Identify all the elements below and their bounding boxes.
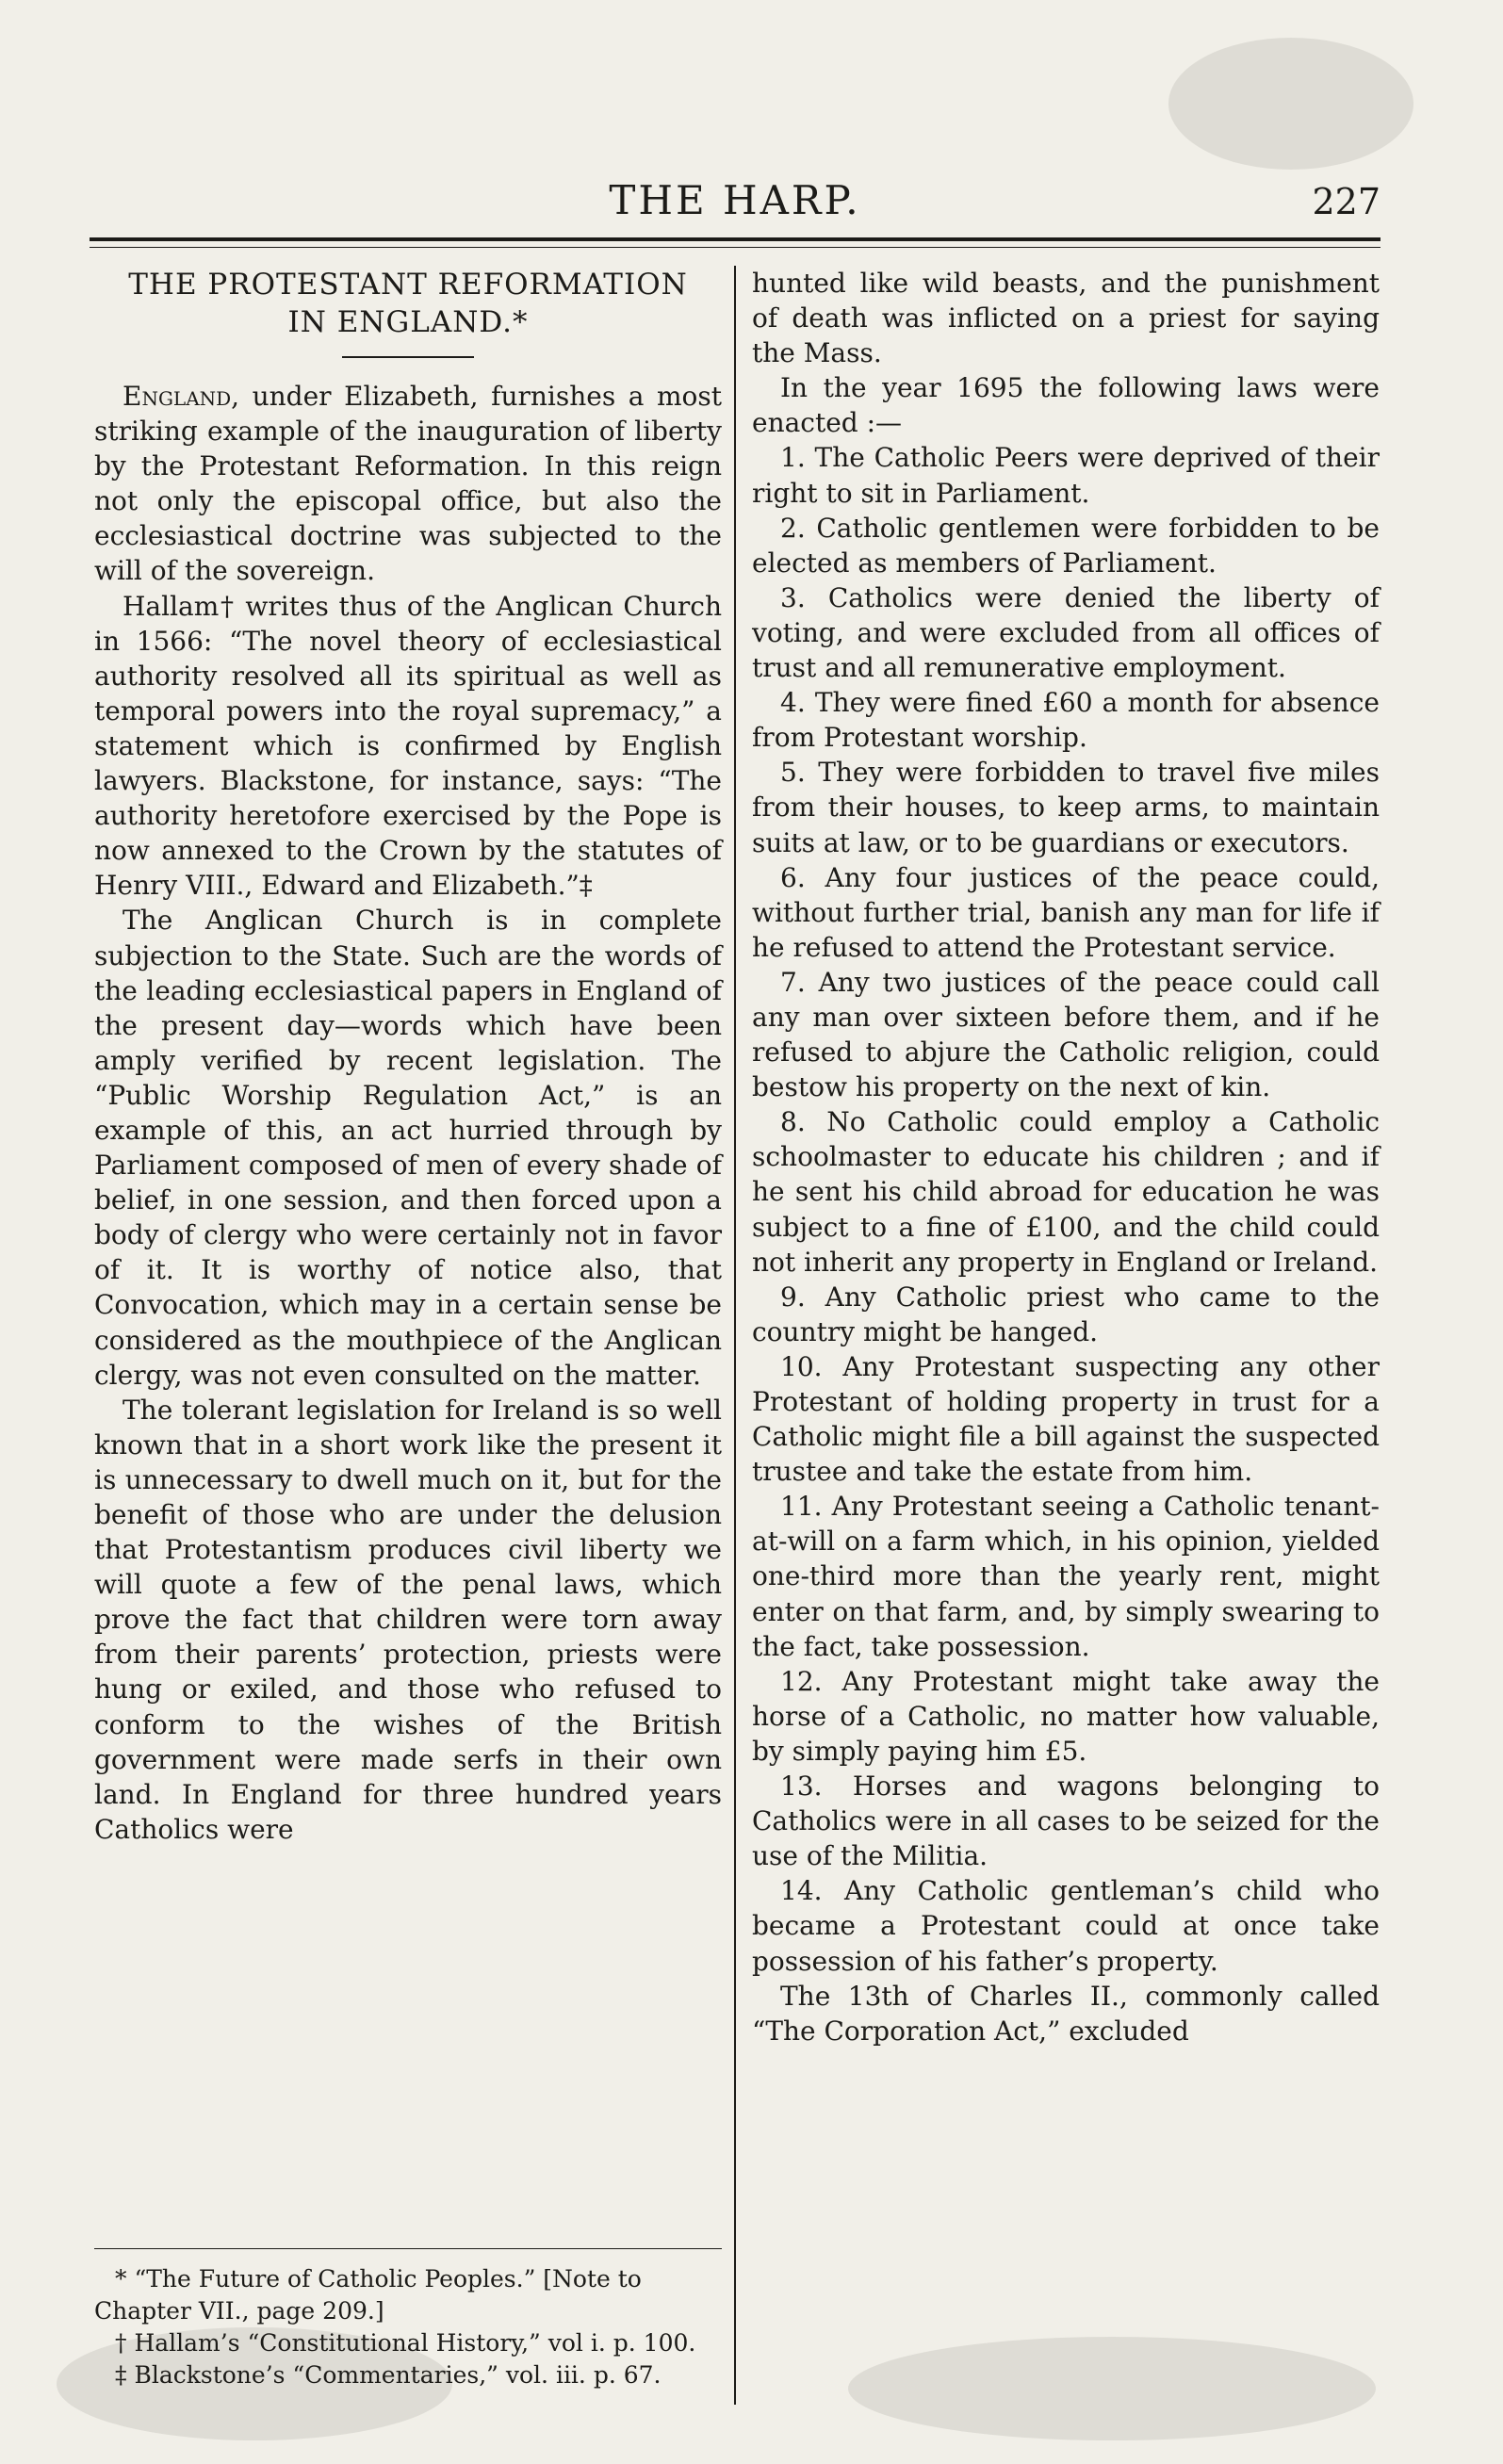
paragraph: 3. Catholics were denied the liberty of voting, and were excluded from all offices of trust and all remunerative employment. bbox=[752, 581, 1380, 684]
left-column bbox=[94, 266, 722, 1847]
footnote: * “The Future of Catholic Peoples.” [Note to Chapter VII., page 209.] bbox=[94, 2265, 642, 2325]
paragraph-text: The tolerant legislation for Ireland is so well known that in a short work like the present it is unnecessary to dwell much on it, but for the benefit of those who are under the delusion that Protestantism produces civil liberty we will quote a few of the penal laws, which prove the fact that children were torn away from their parents’ protection, priests were hung or exiled, and those who refused to conform to the wishes of the British government were made serfs in their own land. In England for three hundred years Catholics were bbox=[94, 1394, 722, 1845]
paragraph: 11. Any Protestant seeing a Catholic tenant-at-will on a farm which, in his opinion, yielded one-third more than the yearly rent, might enter on that farm, and, by simply swearing to the fact, take possession. bbox=[752, 1491, 1380, 1662]
header-rule-thin bbox=[90, 247, 1380, 248]
running-title: THE HARP. bbox=[609, 177, 861, 223]
paragraph: 4. They were fined £60 a month for absence from Protestant worship. bbox=[752, 687, 1380, 754]
paragraph: 2. Catholic gentlemen were forbidden to be elected as members of Parliament. bbox=[752, 512, 1380, 579]
paragraph: 14. Any Catholic gentleman’s child who became a Protestant could at once take possession of his father’s property. bbox=[752, 1875, 1380, 1977]
page-number: 227 bbox=[1312, 181, 1380, 222]
left-paragraphs bbox=[94, 379, 722, 1847]
right-paragraphs bbox=[752, 266, 1380, 2048]
paragraph: 13. Horses and wagons belonging to Catholics were in all cases to be seized for the use of the Militia. bbox=[752, 1770, 1380, 1872]
paragraph bbox=[94, 1393, 722, 1847]
footnotes bbox=[94, 2263, 722, 2391]
paragraph bbox=[94, 903, 722, 1392]
article-title-line2: IN ENGLAND.* bbox=[287, 305, 529, 339]
paragraph: 12. Any Protestant might take away the horse of a Catholic, no matter how valuable, by simply paying him £5. bbox=[752, 1665, 1380, 1767]
paragraph: In the year 1695 the following laws were enacted :— bbox=[752, 372, 1380, 439]
paragraph: 6. Any four justices of the peace could, without further trial, banish any man for life if he refused to attend the Protestant service. bbox=[752, 861, 1380, 963]
paragraph: 10. Any Protestant suspecting any other Protestant of holding property in trust for a Catholic might file a bill against the suspected trustee and take the estate from him. bbox=[752, 1350, 1380, 1488]
footnote: † Hallam’s “Constitutional History,” vol i. p. 100. bbox=[115, 2329, 696, 2357]
paragraph-text: Hallam† writes thus of the Anglican Church in 1566: “The novel theory of ecclesiastical authority resolved all its spiritual as well as temporal powers into the royal supremacy,” a statement which is confirmed by English lawyers. Blackstone, for instance, says: “The authority heretofore exercised by the Pope is now annexed to the Crown by the statutes of Henry VIII., Edward and Elizabeth.”‡ bbox=[94, 590, 722, 902]
footnote: ‡ Blackstone’s “Commentaries,” vol. iii. p. 67. bbox=[115, 2361, 662, 2389]
paragraph: 8. No Catholic could employ a Catholic schoolmaster to educate his children ; and if he sent his child abroad for education he was subject to a fine of £100, and the child could not inherit any property in England or Ireland. bbox=[752, 1106, 1380, 1278]
paragraph bbox=[94, 379, 722, 589]
title-rule bbox=[342, 356, 474, 358]
paragraph: The 13th of Charles II., commonly called “The Corporation Act,” excluded bbox=[752, 1980, 1380, 2047]
paper-stain bbox=[1168, 38, 1413, 170]
paragraph-lead: England, bbox=[123, 381, 240, 412]
footnote-rule bbox=[94, 2248, 722, 2249]
paragraph: 5. They were forbidden to travel five miles from their houses, to keep arms, to maintain suits at law, or to be guardians or executors. bbox=[752, 757, 1380, 858]
paragraph: hunted like wild beasts, and the punishment of death was inflicted on a priest for saying the Mass. bbox=[752, 268, 1380, 369]
article-title-line1: THE PROTESTANT REFORMATION bbox=[128, 268, 688, 302]
running-head bbox=[90, 177, 1380, 234]
paragraph-text: The Anglican Church is in complete subjection to the State. Such are the words of the leading ecclesiastical papers in England of the present day—words which have been amply verified by recent legislation. The “Public Worship Regulation Act,” is an example of this, an act hurried through by Parliament composed of men of every shade of belief, in one session, and then forced upon a body of clergy who were certainly not in favor of it. It is worthy of notice also, that Convocation, which may in a certain sense be considered as the mouthpiece of the Anglican clergy, was not even consulted on the matter. bbox=[94, 905, 722, 1391]
article-title bbox=[94, 266, 722, 341]
paragraph bbox=[94, 589, 722, 904]
right-column bbox=[752, 266, 1380, 2048]
column-divider bbox=[734, 266, 736, 2405]
paragraph: 9. Any Catholic priest who came to the country might be hanged. bbox=[752, 1281, 1380, 1347]
paragraph-text: under Elizabeth, furnishes a most striking example of the inauguration of liberty by the Protestant Reformation. In this reign not only the episcopal office, but also the ecclesiastical doctrine was subjected to the will of the sovereign. bbox=[94, 381, 722, 587]
paragraph: 1. The Catholic Peers were deprived of their right to sit in Parliament. bbox=[752, 442, 1380, 509]
paragraph: 7. Any two justices of the peace could call any man over sixteen before them, and if he refused to abjure the Catholic religion, could bestow his property on the next of kin. bbox=[752, 966, 1380, 1103]
header-rule bbox=[90, 237, 1380, 241]
paper-stain bbox=[848, 2337, 1376, 2440]
